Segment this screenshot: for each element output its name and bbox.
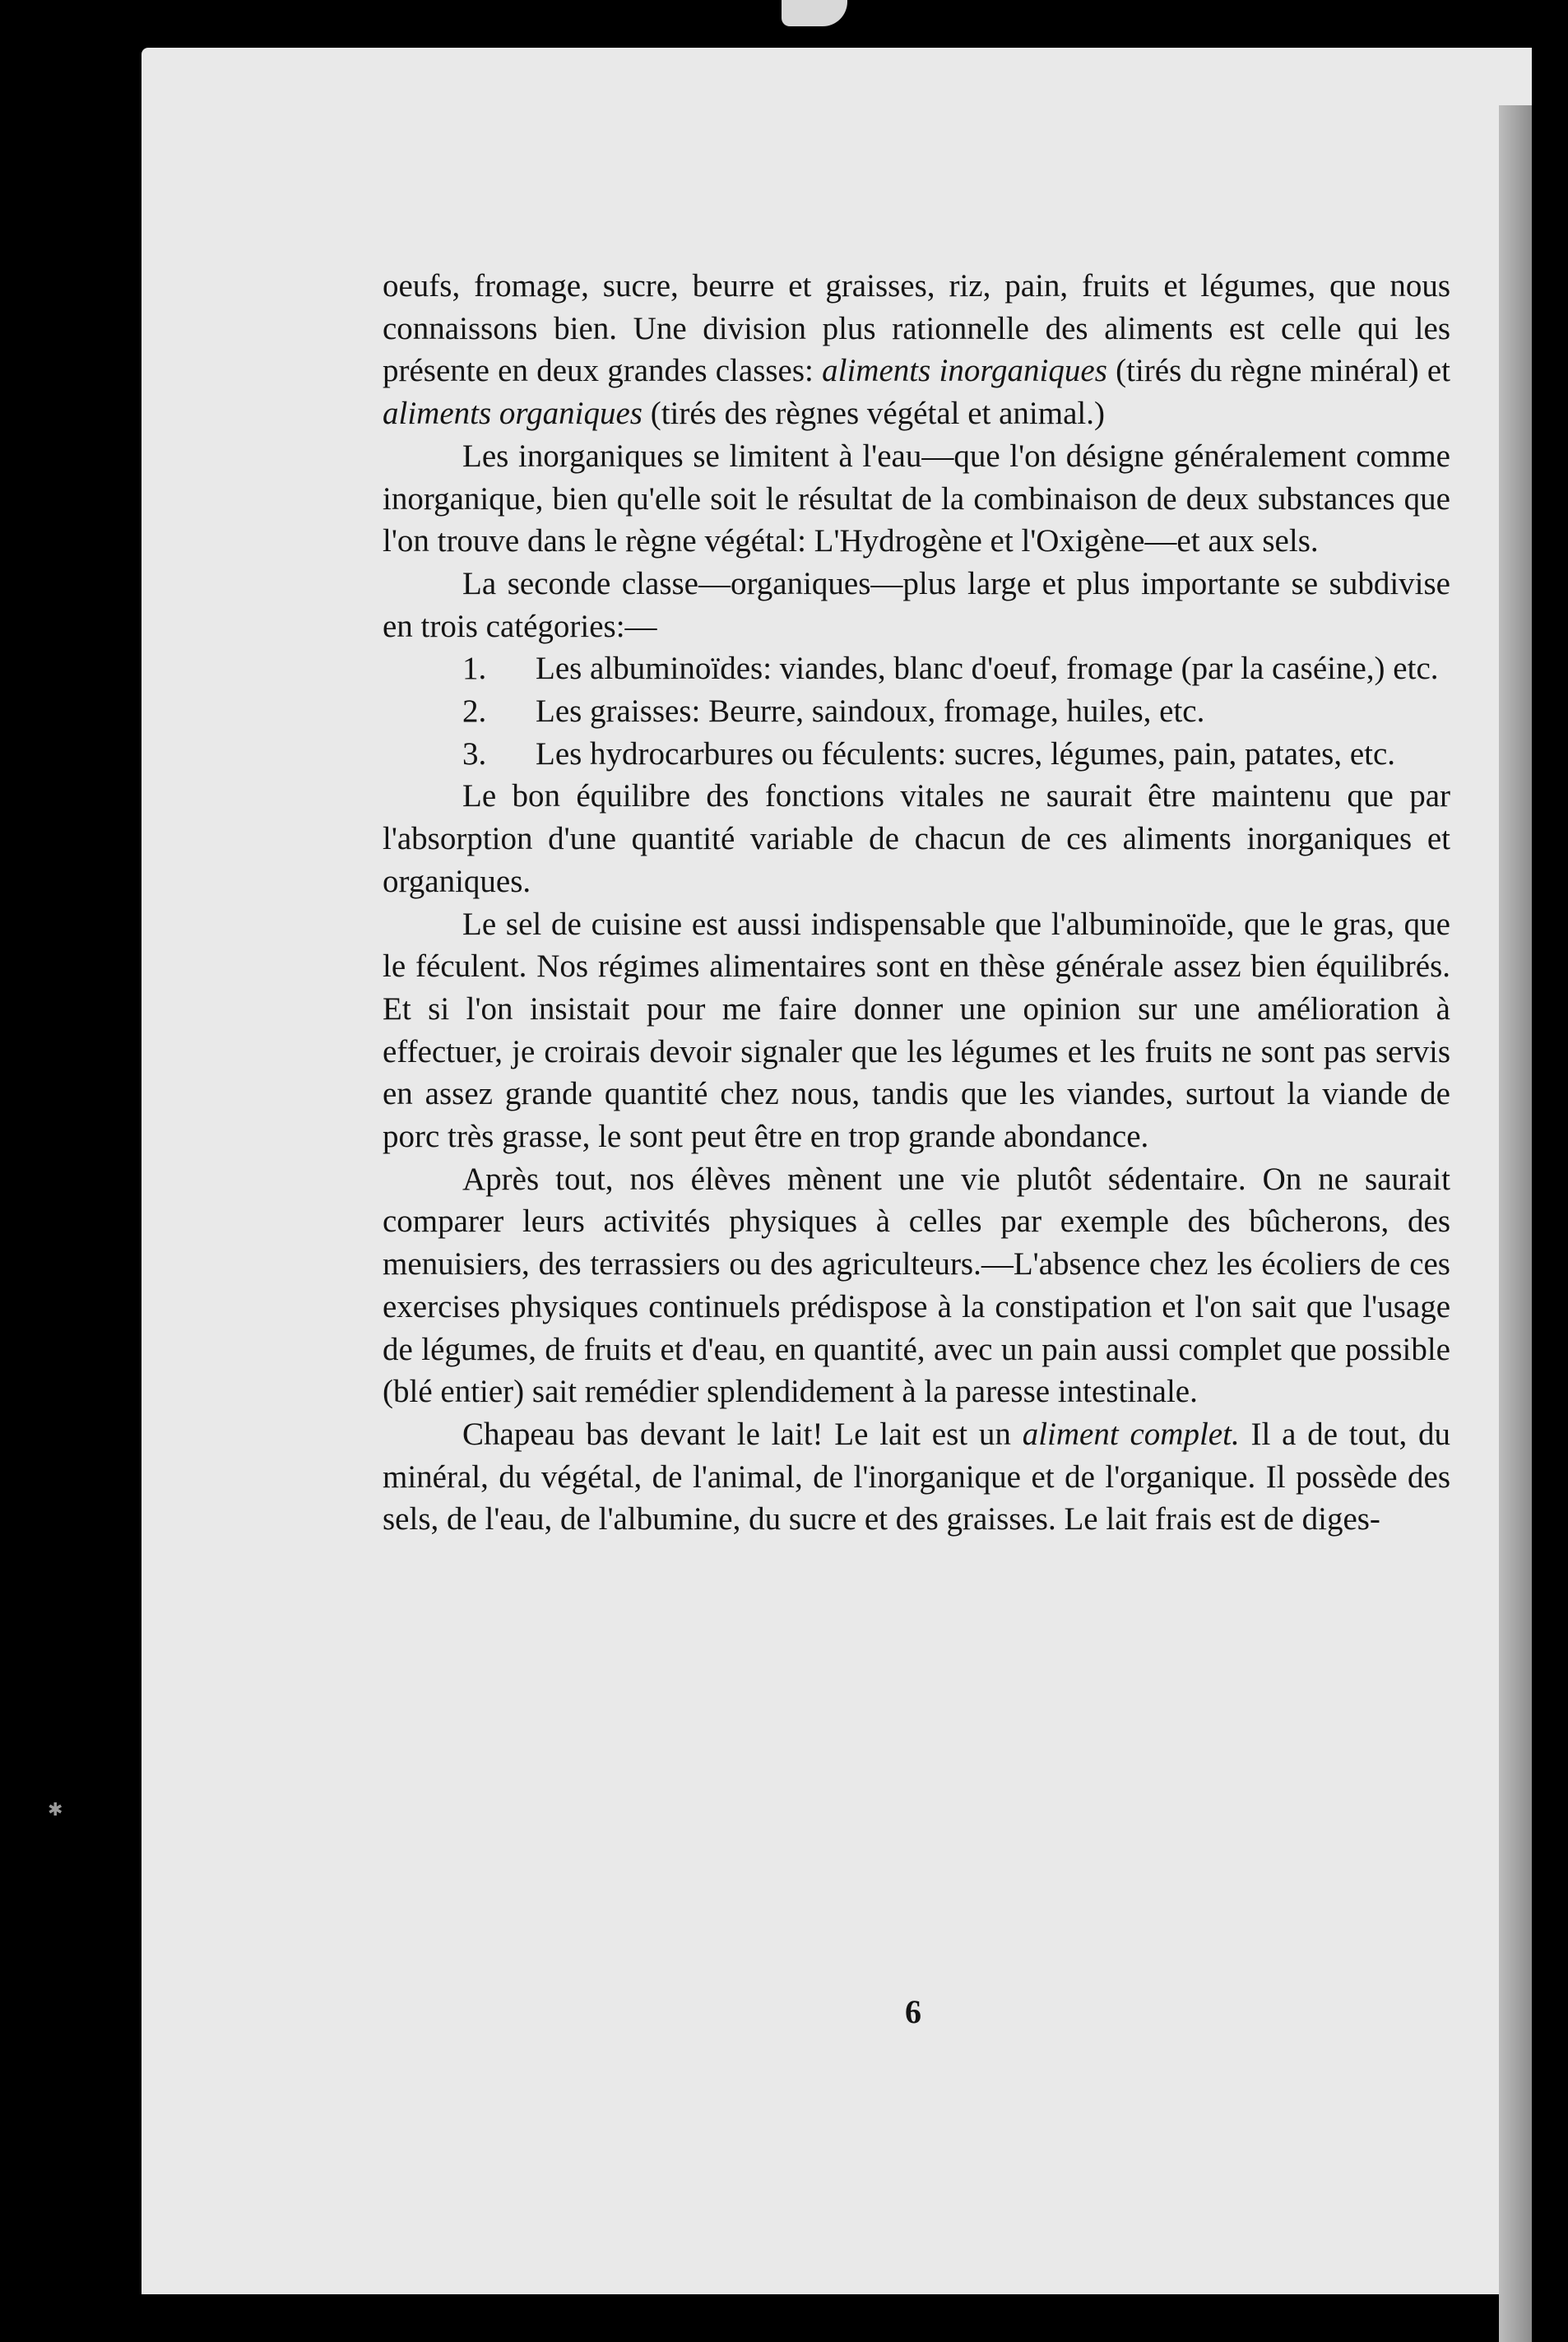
list-item	[383, 690, 1450, 733]
paragraphs-after-list	[383, 775, 1450, 1541]
page-edge	[1499, 105, 1532, 2342]
text-run: oeufs, fromage, sucre, beurre et graisses, riz, pain, fruits et légumes, que nous connaissons bien. Une division plus rationnelle des aliments est celle qui les présente en deux grandes classes:	[383, 268, 1450, 389]
list-number: 3.	[462, 735, 487, 772]
paragraph	[383, 563, 1450, 647]
body-text	[383, 265, 1450, 1541]
text-run: Chapeau bas devant le lait! Le lait est un	[462, 1416, 1023, 1452]
paragraphs-before-list	[383, 265, 1450, 647]
scan-speck: ✱	[48, 1800, 63, 1820]
italic-term: aliment complet.	[1022, 1416, 1240, 1452]
italic-term: aliments inorganiques	[822, 353, 1107, 389]
list-item	[383, 647, 1450, 690]
paragraph	[383, 265, 1450, 435]
list-text: Les graisses: Beurre, saindoux, fromage, huiles, etc.	[536, 693, 1205, 730]
list-item	[383, 733, 1450, 776]
paragraph	[383, 435, 1450, 563]
page-number: 6	[905, 1993, 921, 2030]
category-list	[383, 647, 1450, 775]
list-number: 1.	[462, 651, 487, 687]
paragraph	[383, 903, 1450, 1158]
list-text: Les albuminoïdes: viandes, blanc d'oeuf, fromage (par la caséine,) etc.	[536, 651, 1439, 687]
list-text: Les hydrocarbures ou féculents: sucres, légumes, pain, patates, etc.	[536, 735, 1396, 772]
text-run: (tirés du règne minéral) et	[1106, 353, 1451, 389]
paragraph	[383, 775, 1450, 902]
text-run: (tirés des règnes végétal et animal.)	[642, 396, 1105, 432]
text-run: Après tout, nos élèves mènent une vie plutôt sédentaire. On ne saurait comparer leurs activités physiques à celles par exemple des bûcherons, des menuisiers, des terrassiers ou des agriculteurs.—L'absence chez les écoliers de ces exercises physiques continuels prédispose à la constipation et l'on sait que l'usage de légumes, de fruits et d'eau, en quantité, avec un pain aussi complet que possible (blé entier) sait remédier splendidement à la paresse intestinale.	[383, 1161, 1450, 1410]
text-run: Le sel de cuisine est aussi indispensable que l'albuminoïde, que le gras, que le féculent. Nos régimes alimentaires sont en thèse générale assez bien équilibrés. Et si l'on insistait pour me faire donner une opinion sur une amélioration à effectuer, je croirais devoir signaler que les légumes et les fruits ne sont pas servis en assez grande quantité chez nous, tandis que les viandes, surtout la viande de porc très grasse, le sont peut être en trop grande abondance.	[383, 906, 1450, 1155]
paragraph	[383, 1413, 1450, 1541]
paragraph	[383, 1158, 1450, 1413]
text-run: La seconde classe—organiques—plus large et plus importante se subdivise en trois catégories:—	[383, 565, 1450, 644]
scan-top-mark	[782, 0, 847, 26]
italic-term: aliments organiques	[383, 396, 643, 432]
list-number: 2.	[462, 693, 487, 730]
text-run: Il a de tout, du minéral, du végétal, de l'animal, de l'inorganique et de l'organique. Il possède des sels, de l'eau, de l'albumine, du sucre et des graisses. Le lait frais est de diges-	[383, 1416, 1451, 1537]
text-run: Les inorganiques se limitent à l'eau—que l'on désigne généralement comme inorganique, bien qu'elle soit le résultat de la combinaison de deux substances que l'on trouve dans le règne végétal: L'Hydrogène et l'Oxigène—et aux sels.	[383, 438, 1450, 559]
text-run: Le bon équilibre des fonctions vitales ne saurait être maintenu que par l'absorption d'une quantité variable de chacun de ces aliments inorganiques et organiques.	[383, 778, 1450, 899]
